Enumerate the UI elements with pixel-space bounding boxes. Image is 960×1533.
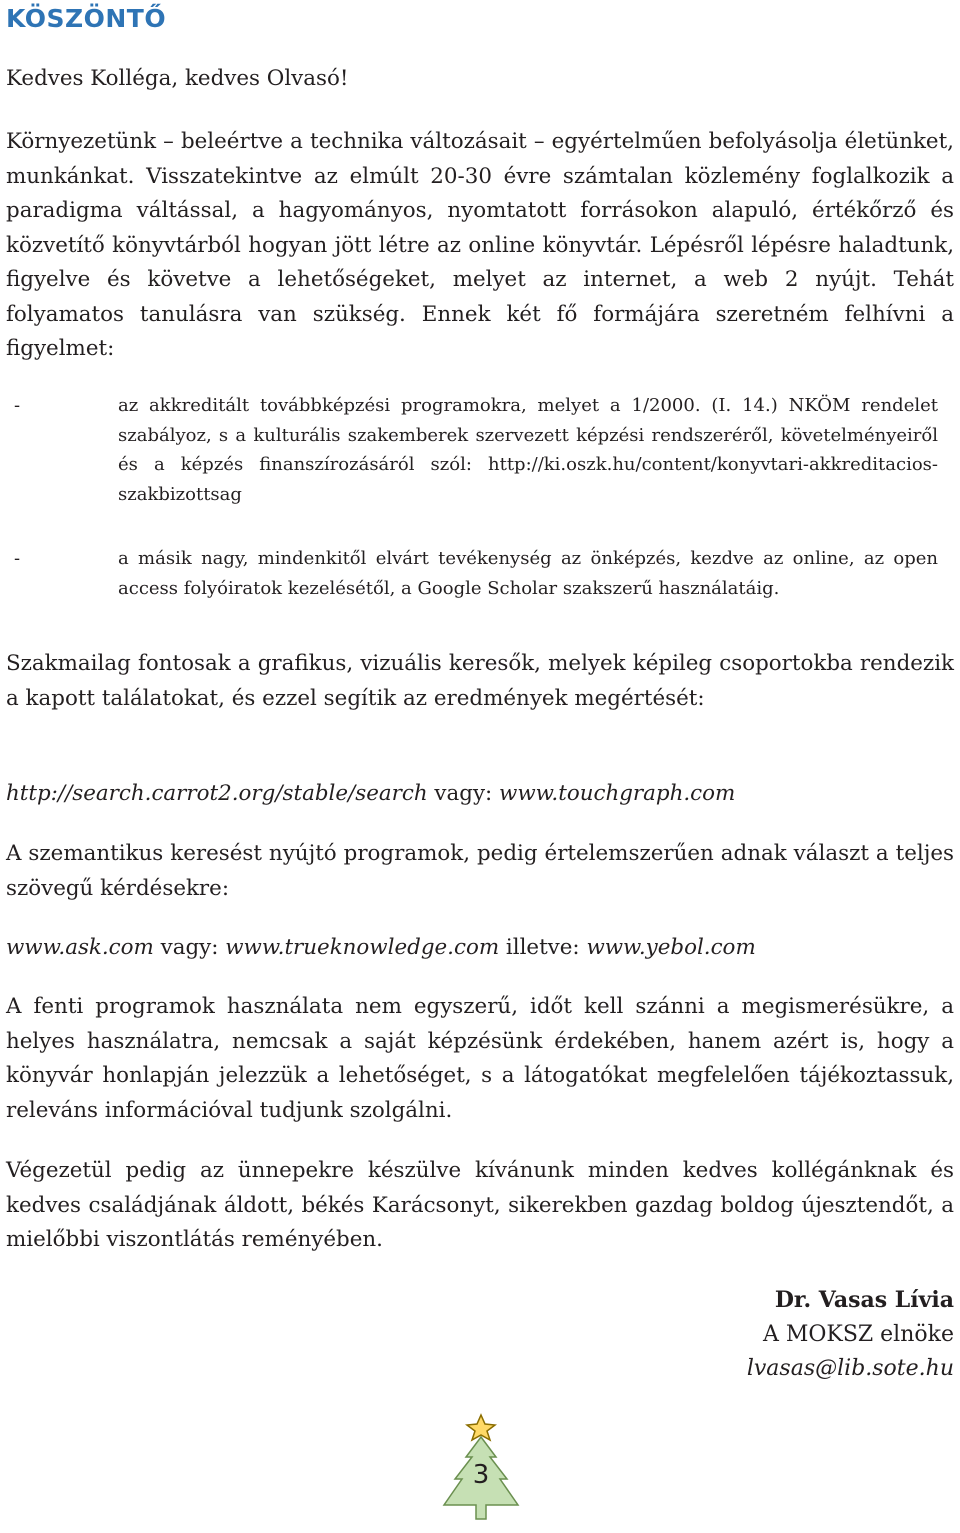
page-title: KÖSZÖNTŐ [6,4,167,33]
trueknowledge-link[interactable]: www.trueknowledge.com [225,935,500,960]
list-item [6,391,938,509]
signature-email[interactable]: lvasas@lib.sote.hu [746,1356,954,1381]
signature-role: A MOKSZ elnöke [762,1321,954,1347]
page-number: 3 [472,1460,490,1490]
intro-paragraph: Környezetünk – beleértve a technika változásait – egyértelműen befolyásolja életünket, munkánkat. Visszatekintve az elmúlt 20-30 évre számtalan közlemény foglalkozik a paradigma váltással, a hagyományos, nyomtatott forrásokon alapuló, értékőrző és közvetítő könyvtárból hogyan jött létre az online könyvtár. Lépésről lépésre haladtunk, figyelve és követve a lehetőségeket, melyet az internet, a web 2 nyújt. Tehát folyamatos tanulásra van szükség. Ennek két fő formájára szeretném felhívni a figyelmet: [6,129,954,361]
graphical-search-links [6,777,954,812]
tree-body [444,1437,518,1519]
signature [747,1283,954,1387]
semantic-search-paragraph: A szemantikus keresést nyújtó programok, pedig értelemszerűen adnak választ a teljes szövegű kérdésekre: [6,841,954,901]
graphical-search-paragraph: Szakmailag fontosak a grafikus, vizuális keresők, melyek képileg csoportokba rendezik a kapott találatokat, és ezzel segítik az eredmények megértését: [6,651,954,711]
usage-paragraph: A fenti programok használata nem egyszerű, időt kell szánni a megismerésükre, a helyes használatra, nemcsak a saját képzésünk érdekében, hanem azért is, hogy a könyvár honlapján jelezzük a lehetőséget, s a látogatókat megfelelően tájékoztassuk, releváns információval tudjunk szolgálni. [6,994,954,1123]
link-separator: illetve: [499,935,587,960]
carrot2-link[interactable]: http://search.carrot2.org/stable/search [6,781,428,806]
signature-name: Dr. Vasas Lívia [774,1287,954,1313]
list-item [6,544,938,603]
yebol-link[interactable]: www.yebol.com [586,935,756,960]
list [6,391,954,604]
ask-link[interactable]: www.ask.com [6,935,154,960]
list-dash: - [14,395,21,416]
link-separator: vagy: [153,935,226,960]
list-item-text: a másik nagy, mindenkitől elvárt tevékenység az önképzés, kezdve az online, az open access folyóiratok kezelésétől, a Google Scholar szakszerű használatáig. [118,548,938,599]
christmas-tree-icon [436,1413,526,1531]
list-item-text: az akkreditált továbbképzési programokra, melyet a 1/2000. (I. 14.) NKÖM rendelet szabályoz, s a kulturális szakemberek szervezett képzési rendszeréről, követelményeiről és a képzés finanszírozásáról szól: http://ki.oszk.hu/content/konyvtari-akkreditacios-szakbizottsag [118,395,938,505]
closing-paragraph: Végezetül pedig az ünnepekre készülve kívánunk minden kedves kollégánknak és kedves családjának áldott, békés Karácsonyt, sikerekben gazdag boldog újesztendőt, a mielőbbi viszontlátás reményében. [6,1158,954,1252]
list-dash: - [14,548,21,570]
semantic-search-links [6,931,954,966]
greeting: Kedves Kolléga, kedves Olvasó! [6,66,349,91]
link-separator: vagy: [427,781,500,806]
touchgraph-link[interactable]: www.touchgraph.com [499,781,736,806]
